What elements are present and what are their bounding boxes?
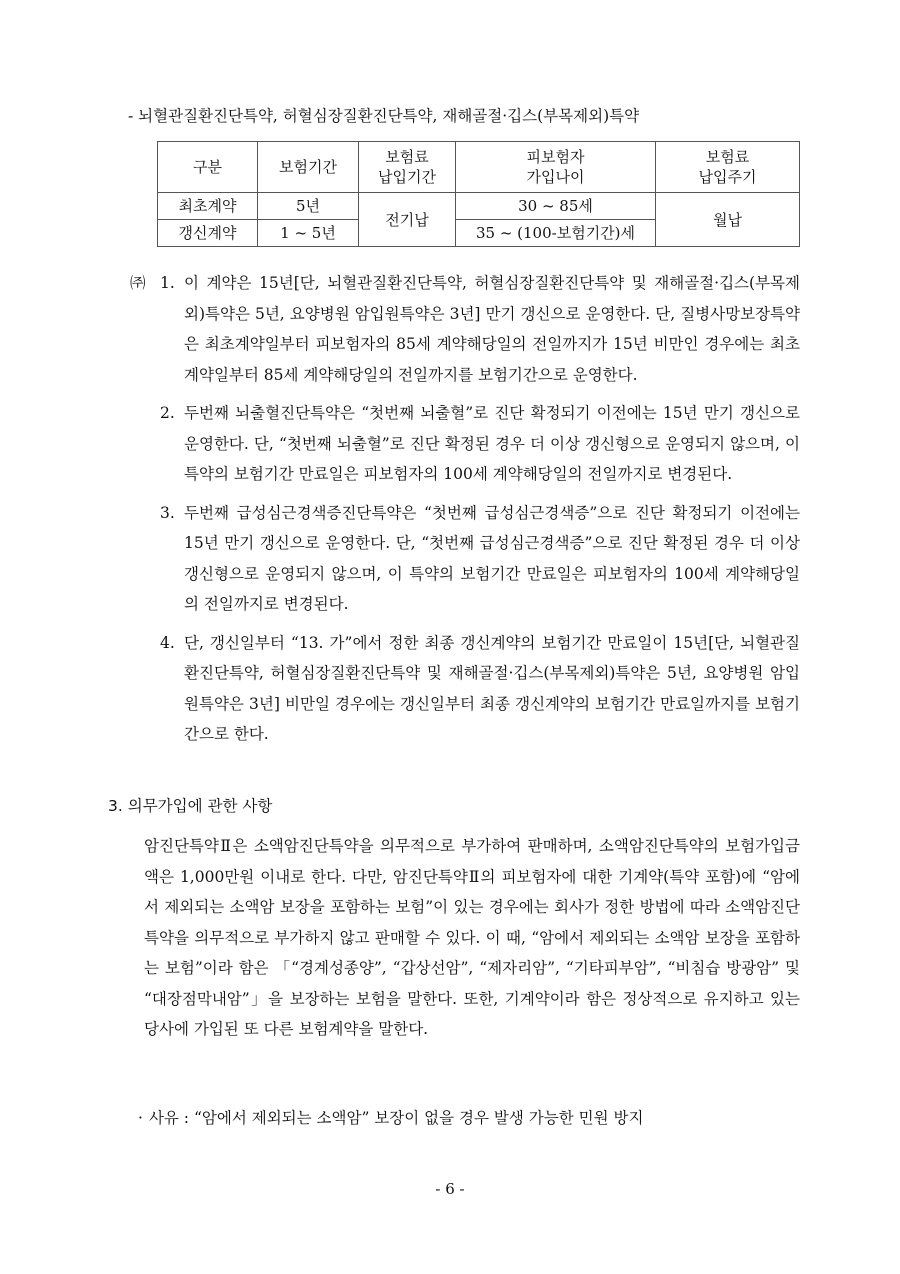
note-text: 단, 갱신일부터 “13. 가”에서 정한 최종 갱신계약의 보험기간 만료일이 15년[단, 뇌혈관질환진단특약, 허혈심장질환진단특약 및 재해골절·깁스(부목제외)특약은 5년, 요양병원 암입원특약은 3년] 비만일 경우에는 갱신일부터 최종 갱신계약의 보험기간 만료일까지를 보험기간으로 한다. xyxy=(184,633,800,743)
note-number: 2. xyxy=(160,404,175,422)
note-item xyxy=(130,498,800,620)
coverage-table xyxy=(157,141,800,247)
note-number: 1. xyxy=(160,274,175,292)
header-pay-period-line2: 납입기간 xyxy=(378,168,436,186)
header-pay-period-line1: 보험료 xyxy=(385,148,429,166)
cell-type: 최초계약 xyxy=(158,193,258,220)
note-item xyxy=(130,398,800,490)
note-item xyxy=(130,268,800,390)
body-paragraph: 암진단특약Ⅱ은 소액암진단특약을 의무적으로 부가하여 판매하며, 소액암진단특약의 보험가입금액은 1,000만원 이내로 한다. 다만, 암진단특약Ⅱ의 피보험자에 대한 기계약(특약 포함)에 “암에서 제외되는 소액암 보장을 포함하는 보험”이 있는 경우에는 회사가 정한 방법에 따라 소액암진단특약을 의무적으로 부가하지 않고 판매할 수 있다. 이 때, “암에서 제외되는 소액암 보장을 포함하는 보험”이라 함은 「“경계성종양”, “갑상선암”, “제자리암”, “기타피부암”, “비침습 방광암” 및 “대장점막내암”」을 보장하는 보험을 말한다. 또한, 기계약이라 함은 정상적으로 유지하고 있는 당사에 가입된 또 다른 보험계약을 말한다. xyxy=(144,837,800,1038)
cell-pay-period: 전기납 xyxy=(359,193,456,247)
header-age-line1: 피보험자 xyxy=(526,148,585,166)
header-type xyxy=(158,142,258,193)
header-type-label: 구분 xyxy=(193,158,222,176)
note-text: 두번째 뇌출혈진단특약은 “첫번째 뇌출혈”로 진단 확정되기 이전에는 15년 만기 갱신으로 운영한다. 단, “첫번째 뇌출혈”로 진단 확정된 경우 더 이상 갱신형으로 운영되지 않으며, 이 특약의 보험기간 만료일은 피보험자의 100세 계약해당일의 전일까지로 변경된다. xyxy=(184,404,800,483)
note-marker: ㈜ xyxy=(130,274,146,292)
cell-age: 35 ~ (100-보험기간)세 xyxy=(456,220,656,247)
cell-age: 30 ~ 85세 xyxy=(456,193,656,220)
cell-period: 5년 xyxy=(258,193,359,220)
cell-type: 갱신계약 xyxy=(158,220,258,247)
note-number: 4. xyxy=(160,633,175,652)
header-period-label: 보험기간 xyxy=(279,158,337,176)
section-heading: 3. 의무가입에 관한 사항 xyxy=(108,797,273,815)
header-pay-cycle-line2: 납입주기 xyxy=(698,168,757,186)
table-header-row xyxy=(158,142,800,193)
page-number: - 6 - xyxy=(435,1180,465,1198)
header-pay-cycle-line1: 보험료 xyxy=(705,148,750,166)
bullet-icon: · xyxy=(138,1109,143,1127)
note-text: 두번째 급성심근경색증진단특약은 “첫번째 급성심근경색증”으로 진단 확정되기 이전에는 15년 만기 갱신으로 운영한다. 단, “첫번째 급성심근경색증”으로 진단 확정된 경우 더 이상 갱신형으로 운영되지 않으며, 이 특약의 보험기간 만료일은 피보험자의 100세 계약해당일의 전일까지로 변경된다. xyxy=(184,503,800,613)
note-item xyxy=(130,628,800,750)
header-pay-cycle xyxy=(656,142,800,193)
cell-pay-cycle: 월납 xyxy=(656,193,800,247)
header-age-line2: 가입나이 xyxy=(526,168,585,186)
table-row xyxy=(158,193,800,220)
header-pay-period xyxy=(359,142,456,193)
header-period xyxy=(258,142,359,193)
reason-text: 사유 : “암에서 제외되는 소액암” 보장이 없을 경우 발생 가능한 민원 방지 xyxy=(148,1109,644,1127)
reason-line xyxy=(138,1106,643,1128)
notes-list xyxy=(130,268,800,750)
header-age xyxy=(456,142,656,193)
note-text: 이 계약은 15년[단, 뇌혈관질환진단특약, 허혈심장질환진단특약 및 재해골절·깁스(부목제외)특약은 5년, 요양병원 암입원특약은 3년] 만기 갱신으로 운영한다. 단, 질병사망보장특약은 최초계약일부터 피보험자의 85세 계약해당일의 전일까지가 15년 비만인 경우에는 최초계약일부터 85세 계약해당일의 전일까지를 보험기간으로 운영한다. xyxy=(184,274,800,384)
cell-period: 1 ~ 5년 xyxy=(258,220,359,247)
note-number: 3. xyxy=(160,503,175,522)
section-line: - 뇌혈관질환진단특약, 허혈심장질환진단특약, 재해골절·깁스(부목제외)특약 xyxy=(128,107,640,125)
